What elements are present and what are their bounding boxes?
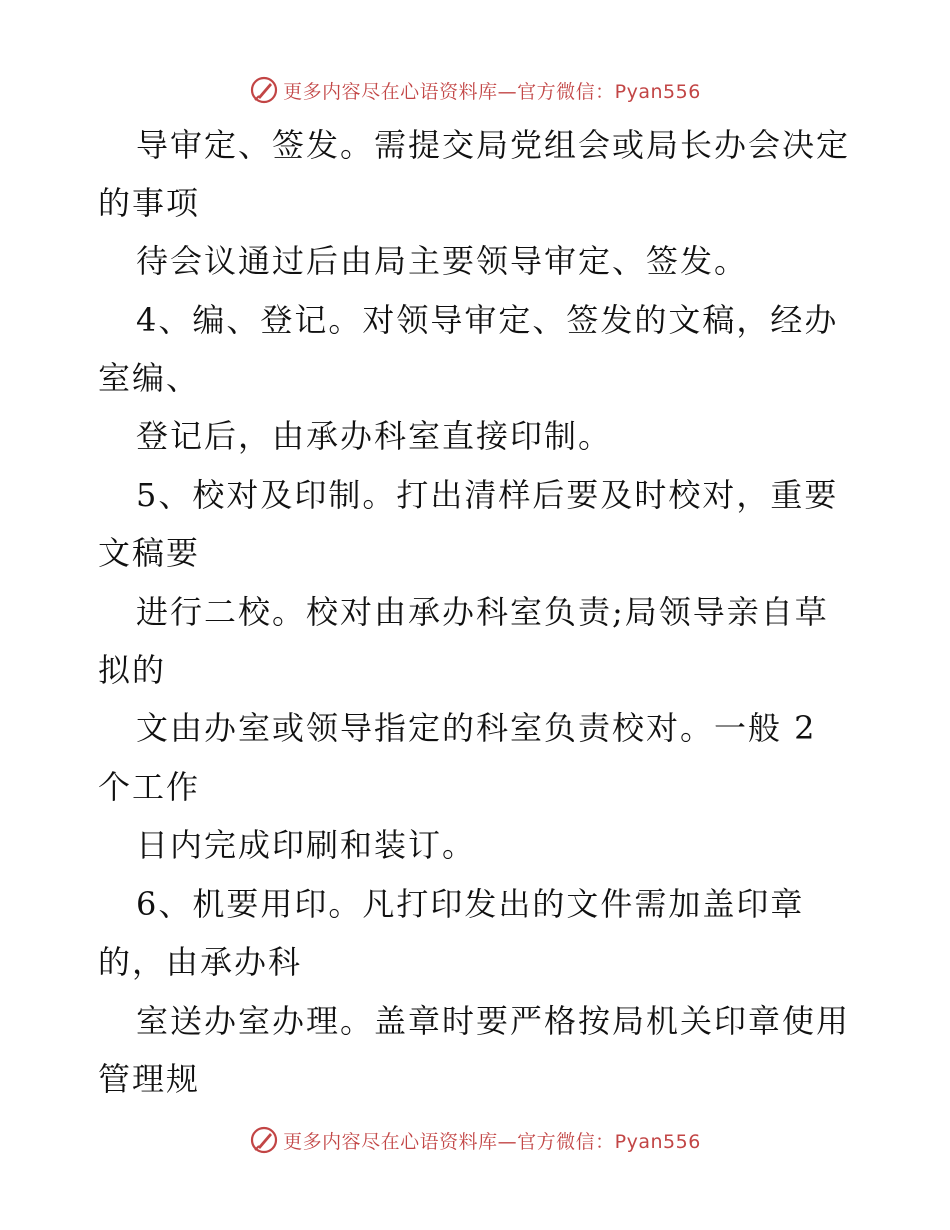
text-line: 文由办室或领导指定的科室负责校对。一般 2	[136, 709, 817, 747]
text-line: 日内完成印刷和装订。	[136, 826, 477, 864]
footer-banner	[0, 1120, 950, 1160]
text-line: 室编、	[98, 359, 201, 397]
text-line: 文稿要	[98, 534, 201, 572]
header-banner	[0, 70, 950, 110]
text-line: 导审定、签发。需提交局党组会或局长办会决定	[136, 126, 851, 164]
quill-logo-icon	[249, 1125, 279, 1155]
text-line: 6、机要用印。凡打印发出的文件需加盖印章	[136, 885, 805, 923]
text-line: 个工作	[98, 768, 201, 806]
text-line: 拟的	[98, 651, 167, 689]
text-line: 室送办室办理。盖章时要严格按局机关印章使用	[136, 1002, 851, 1040]
quill-logo-icon	[249, 75, 279, 105]
text-line: 待会议通过后由局主要领导审定、签发。	[136, 242, 749, 280]
header-banner-text: 更多内容尽在心语资料库—官方微信：Pyan556	[283, 80, 701, 103]
text-line: 4、编、登记。对领导审定、签发的文稿，经办	[136, 301, 839, 339]
text-line: 5、校对及印制。打出清样后要及时校对，重要	[136, 476, 839, 514]
text-line: 的事项	[98, 184, 201, 222]
text-line: 的，由承办科	[98, 943, 303, 981]
text-line: 进行二校。校对由承办科室负责;局领导亲自草	[136, 593, 829, 631]
footer-banner-text: 更多内容尽在心语资料库—官方微信：Pyan556	[283, 1130, 701, 1153]
text-line: 登记后，由承办科室直接印制。	[136, 417, 613, 455]
text-line: 管理规	[98, 1060, 201, 1098]
